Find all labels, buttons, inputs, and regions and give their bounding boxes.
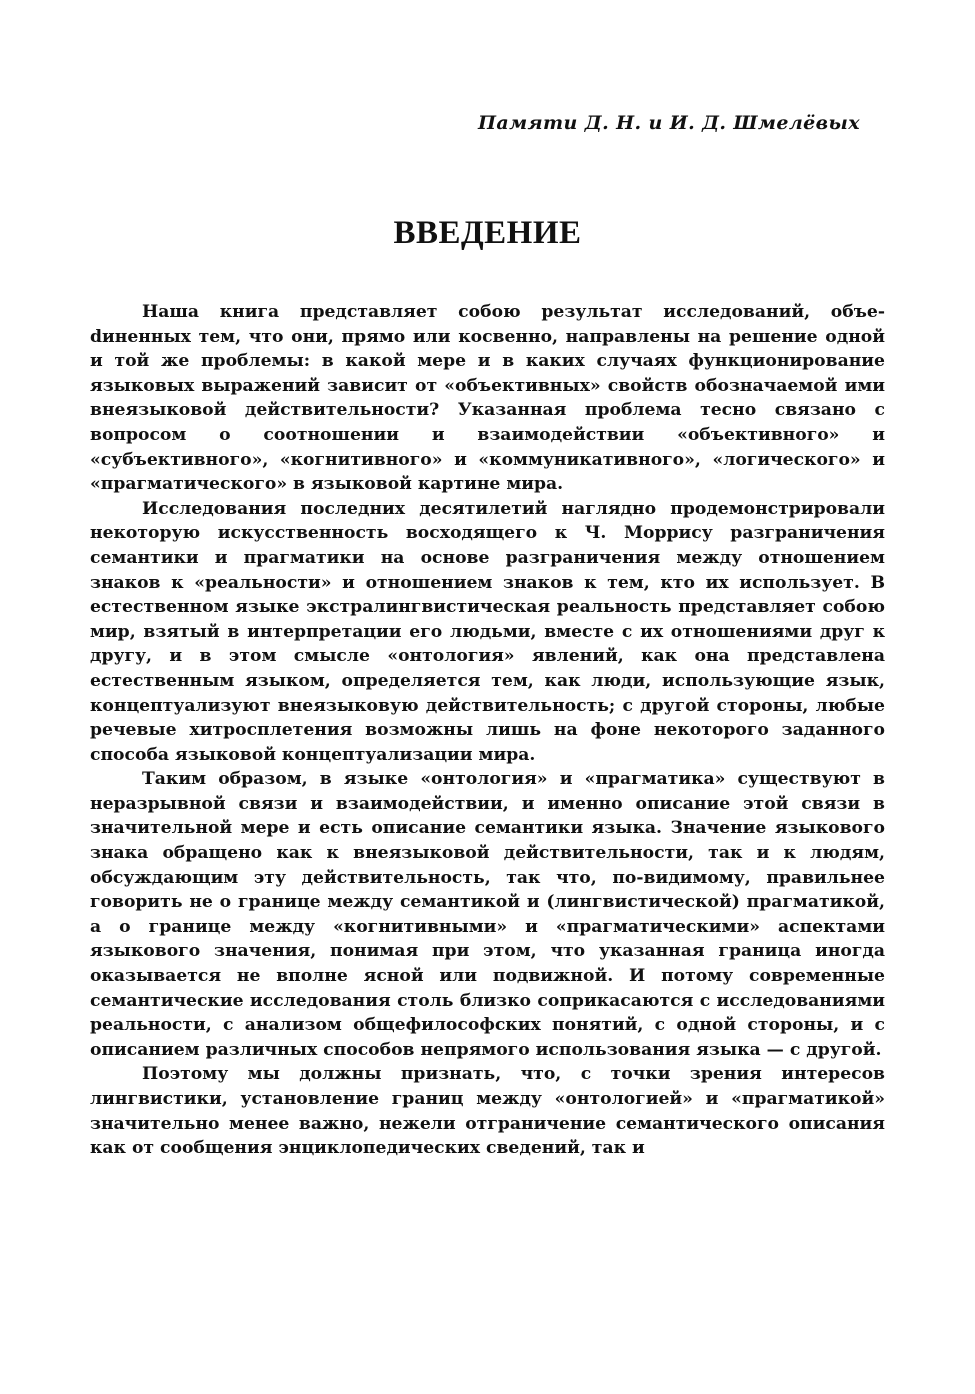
page-title: ВВЕДЕНИЕ: [393, 215, 582, 251]
paragraph-2: Исследования последних десятилетий наглядно продемонстрировали некоторую искусственность восходящего к Ч. Моррису разграничения семантики и прагматики на основе разграничения между отношением знаков к «реальности» и отношением знаков к тем, кто их использует. В естественном языке экстралингвистическая реальность представляет собою мир, взятый в интерпретации его людьми, вместе с их отношениями друг к другу, и в этом смысле «онтология» явлений, как она представлена естественным языком, определяется тем, как люди, использующие язык, концептуализуют внеязыковую действительность; с другой стороны, любые речевые хитросплетения возможны лишь на фоне некоторого заданного способа языковой концептуализации мира.: [90, 498, 885, 765]
dedication: Памяти Д. Н. и И. Д. Шмелёвых: [478, 112, 860, 134]
paragraph-1: Наша книга представляет собою результат исследований, объеdиненных тем, что они, прямо или косвенно, направлены на решение одной и той же проблемы: в какой мере и в каких случаях функционирование языковых выражений зависит от «объективных» свойств обозначаемой ими внеязыковой действительности? Указанная проблема тесно связано с вопросом о соотношении и взаимодействии «объективного» и «субъективного», «когнитивного» и «коммуникативного», «логического» и «прагматического» в языковой картине мира.: [90, 302, 885, 495]
paragraph-3: Таким образом, в языке «онтология» и «прагматика» существуют в неразрывной связи и взаимодействии, и именно описание этой связи в значительной мере и есть описание семантики языка. Значение языкового знака обращено как к внеязыковой действительности, так и к людям, обсуждающим эту действительность, так что, по-видимому, правильнее говорить не о границе между семантикой и (лингвистической) прагматикой, а о границе между «когнитивными» и «прагматическими» аспектами языкового значения, понимая при этом, что указанная граница иногда оказывается не вполне ясной или подвижной. И потому современные семантические исследования столь близко соприкасаются с исследованиями реальности, с анализом общефилософских понятий, с одной стороны, и с описанием различных способов непрямого использования языка — с другой.: [90, 769, 885, 1060]
body-text: [90, 300, 885, 1161]
paragraph-4: Поэтому мы должны признать, что, с точки зрения интересов лингвистики, установление границ между «онтологией» и «прагматикой» значительно менее важно, нежели отграничение семантического описания как от сообщения энциклопедических сведений, так и: [90, 1064, 885, 1159]
